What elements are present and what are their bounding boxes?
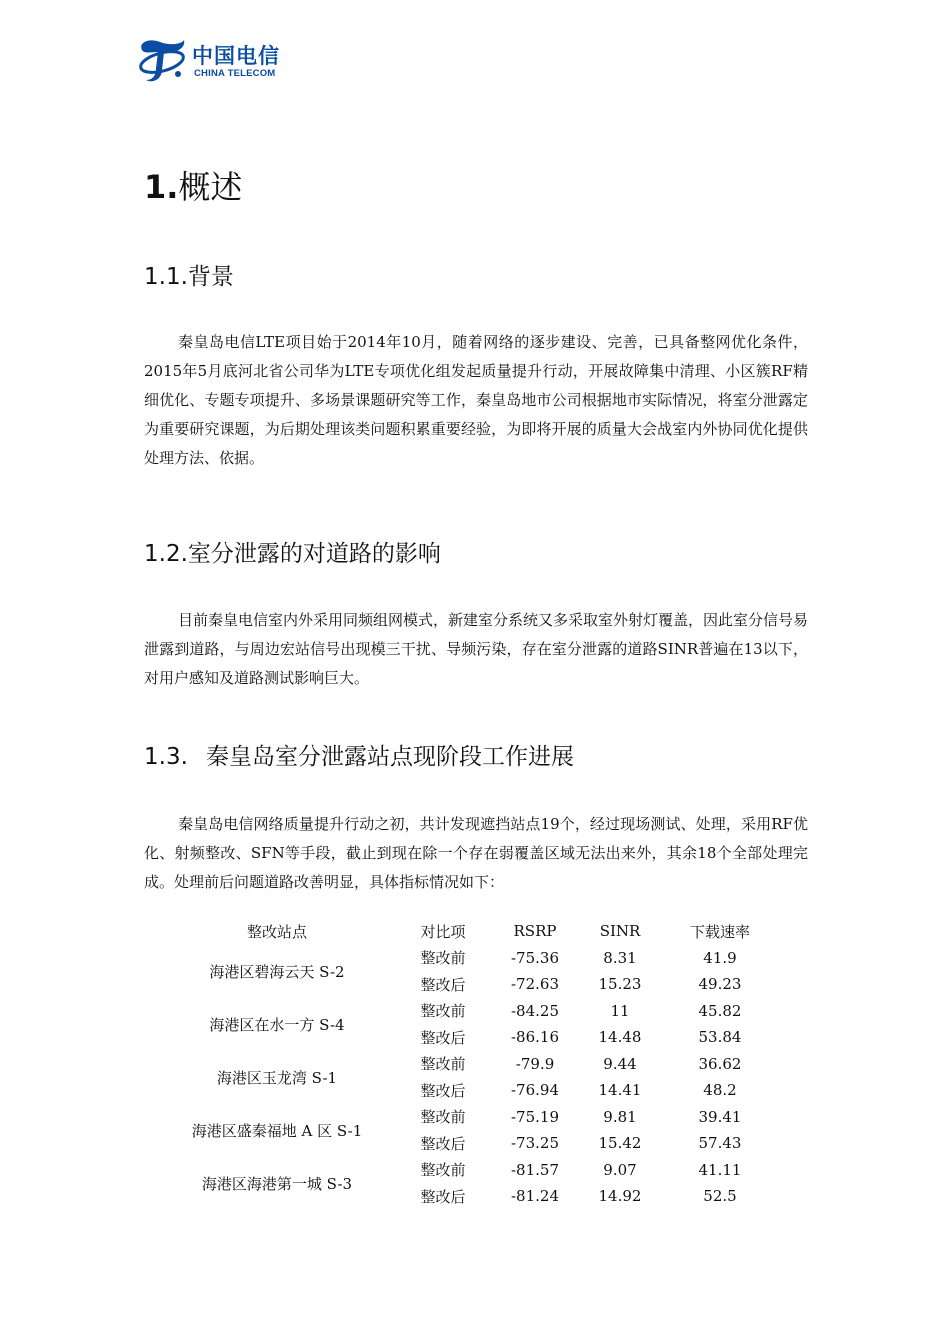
section-number: 1.1. [144, 264, 188, 290]
compare-item: 整改后 [420, 1081, 466, 1100]
header-rsrp: RSRP [513, 922, 557, 941]
compare-item: 整改后 [420, 975, 466, 994]
compare-item: 整改前 [420, 1002, 466, 1021]
download-value: 57.43 [698, 1134, 742, 1153]
rsrp-value: -75.36 [510, 948, 559, 967]
site-name: 海港区盛秦福地 A 区 S-1 [191, 1121, 363, 1140]
sinr-value: 14.92 [598, 1187, 642, 1206]
table-row [148, 1051, 790, 1078]
brand-name-cn: 中国电信 [192, 44, 280, 68]
heading-1 [144, 162, 242, 208]
sinr-value: 9.07 [603, 1160, 637, 1179]
site-name: 海港区在水一方 S-4 [209, 1015, 345, 1034]
section-title: 背景 [187, 264, 234, 290]
heading-1-number: 1. [144, 168, 179, 206]
sinr-value: 11 [610, 1001, 630, 1020]
download-value: 53.84 [698, 1028, 742, 1047]
compare-item: 整改后 [420, 1134, 466, 1153]
table-row [148, 998, 790, 1025]
sinr-value: 15.23 [598, 975, 642, 994]
header-download: 下载速率 [689, 922, 750, 941]
sinr-value: 15.42 [598, 1134, 642, 1153]
section-1-1-paragraph: 秦皇岛电信LTE项目始于2014年10月，随着网络的逐步建设、完善，已具备整网优化条件，2015年5月底河北省公司华为LTE专项优化组发起质量提升行动，开展故障集中清理、小区簇RF精细优化、专题专项提升、多场景课题研究等工作，秦皇岛地市公司根据地市实际情况，将室分泄露定为重要研究课题，为后期处理该类问题积累重要经验，为即将开展的质量大会战室内外协同优化提供处理方法、依据。 [144, 333, 808, 467]
table-row [148, 1157, 790, 1184]
rsrp-value: -75.19 [510, 1107, 559, 1126]
rsrp-value: -81.57 [510, 1160, 559, 1179]
compare-item: 整改前 [420, 949, 466, 968]
table-header-row [148, 918, 790, 945]
section-number: 1.2. [144, 541, 188, 567]
header-sinr: SINR [599, 922, 641, 941]
rsrp-value: -72.63 [510, 975, 559, 994]
compare-item: 整改前 [420, 1055, 466, 1074]
sinr-value: 8.31 [603, 948, 637, 967]
download-value: 52.5 [703, 1187, 737, 1206]
brand-name-en: CHINA TELECOM [194, 68, 276, 79]
section-title: 室分泄露的对道路的影响 [187, 541, 441, 567]
compare-item: 整改前 [420, 1161, 466, 1180]
rsrp-value: -81.24 [510, 1187, 559, 1206]
table-row [148, 945, 790, 972]
download-value: 41.11 [698, 1160, 742, 1179]
compare-item: 整改后 [420, 1028, 466, 1047]
header-site: 整改站点 [246, 922, 307, 941]
download-value: 41.9 [703, 948, 737, 967]
sinr-value: 9.44 [603, 1054, 637, 1073]
heading-1-title: 概述 [178, 168, 243, 206]
section-heading-1-1 [144, 258, 234, 291]
section-title: 秦皇岛室分泄露站点现阶段工作进展 [206, 744, 574, 770]
section-heading-1-3 [144, 738, 574, 771]
table-row [148, 1104, 790, 1131]
rectification-table [148, 918, 790, 1210]
site-name: 海港区海港第一城 S-3 [201, 1174, 353, 1193]
china-telecom-logo-icon [136, 36, 188, 88]
rsrp-value: -79.9 [515, 1054, 555, 1073]
rsrp-value: -76.94 [510, 1081, 559, 1100]
compare-item: 整改前 [420, 1108, 466, 1127]
site-name: 海港区玉龙湾 S-1 [216, 1068, 338, 1087]
rsrp-value: -86.16 [510, 1028, 559, 1047]
download-value: 48.2 [703, 1081, 737, 1100]
download-value: 45.82 [698, 1001, 742, 1020]
section-1-2-paragraph: 目前秦皇电信室内外采用同频组网模式，新建室分系统又多采取室外射灯覆盖，因此室分信号易泄露到道路，与周边宏站信号出现模三干扰、导频污染，存在室分泄露的道路SINR普遍在13以下，对用户感知及道路测试影响巨大。 [144, 611, 809, 687]
section-heading-1-2 [144, 535, 441, 568]
download-value: 39.41 [698, 1107, 742, 1126]
rsrp-value: -73.25 [510, 1134, 559, 1153]
rsrp-value: -84.25 [510, 1001, 559, 1020]
china-telecom-logo [136, 36, 306, 92]
sinr-value: 9.81 [603, 1107, 637, 1126]
compare-item: 整改后 [420, 1187, 466, 1206]
section-number: 1.3. [144, 744, 188, 770]
download-value: 36.62 [698, 1054, 742, 1073]
header-compare: 对比项 [420, 922, 466, 941]
site-name: 海港区碧海云天 S-2 [209, 962, 345, 981]
sinr-value: 14.48 [598, 1028, 642, 1047]
section-1-3-paragraph: 秦皇岛电信网络质量提升行动之初，共计发现遮挡站点19个，经过现场测试、处理，采用RF优化、射频整改、SFN等手段，截止到现在除一个存在弱覆盖区域无法出来外，其余18个全部处理完成。处理前后问题道路改善明显，具体指标情况如下： [144, 815, 808, 891]
sinr-value: 14.41 [598, 1081, 642, 1100]
download-value: 49.23 [698, 975, 742, 994]
